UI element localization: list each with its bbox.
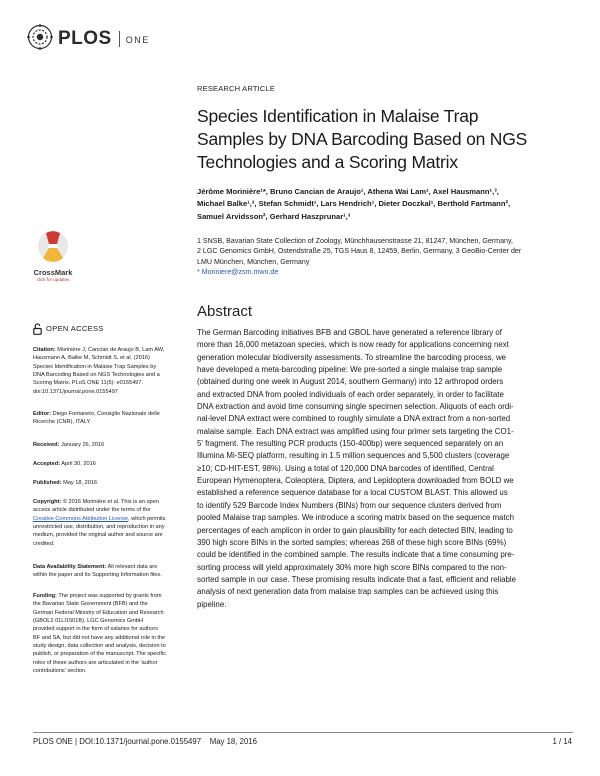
copyright-text: unrestricted use, distribution, and reproduction in any — [33, 524, 165, 531]
funding-text: The project was supported by grants from — [56, 593, 162, 599]
citation-block — [33, 346, 177, 396]
copyright-text: © 2016 Morinière et al. This is an open — [61, 499, 159, 505]
abstract-line: generation molecular biodiversity assessments. To streamline the barcoding process, we — [197, 352, 507, 362]
abstract-line: analysis of next generation data from malaise trap samples can be achieved using this — [197, 587, 499, 597]
footer-citation: PLOS ONE | DOI:10.1371/journal.pone.0155497 May 18, 2016 — [33, 737, 257, 746]
published-label: Published: — [33, 480, 62, 486]
data-availability-block — [33, 563, 177, 580]
crossmark-label: CrossMark — [33, 268, 73, 277]
cc-license-link[interactable]: Creative Commons Attribution License — [33, 515, 129, 522]
funding-text: the Bavarian State Government (BFB) and the — [33, 601, 148, 608]
abstract-line: 390 high score BINs in the sorted samples; whereas 268 of these high score BINs (69%) — [197, 537, 507, 547]
data-availability-text: within the paper and its Supporting Information files. — [33, 572, 162, 579]
accepted-block — [33, 460, 177, 468]
abstract-line: nal-level DNA extract were combined to roughly simulate a DNA extract from a non-sorted — [197, 414, 511, 424]
citation-text: doi:10.1371/journal.pone.0155497 — [33, 388, 118, 395]
abstract-line: pooled Malaise trap samples. We introduce a scoring matrix based on the sequence match — [197, 513, 514, 523]
abstract-line: pipeline. — [197, 599, 227, 609]
copyright-block — [33, 498, 177, 548]
abstract-line: 5' fragment. The resulting PCR products (150-400bp) were sequenced separately on an — [197, 439, 504, 449]
abstract-heading: Abstract — [197, 303, 253, 320]
published-date: May 18, 2016 — [61, 480, 98, 486]
plos-one-logo[interactable] — [27, 26, 150, 52]
abstract-line: (obtained during one week in August 2014, southern Germany) into 12 arthropod orders — [197, 377, 504, 387]
received-date: January 26, 2016 — [59, 442, 105, 448]
article-type: RESEARCH ARTICLE — [197, 84, 276, 93]
title-line: Technologies and a Scoring Matrix — [197, 152, 458, 172]
abstract-line: and extracted DNA from pooled individuals of each order separately, in order to facilitate — [197, 389, 504, 399]
abstract-line: sorting process will yield approximately 30% more high score BINs compared to the non- — [197, 562, 507, 572]
citation-text: Morinière J, Cancian de Araujo B, Lam AW, — [55, 347, 165, 353]
article-title — [197, 105, 575, 174]
copyright-label: Copyright: — [33, 499, 62, 505]
abstract-line: ≥10; CD-HIT-EST, 98%). Using a total of 120,000 DNA barcodes of identified, Central — [197, 463, 494, 473]
editor-text: Ricerche (CNR), ITALY — [33, 419, 91, 426]
abstract-line: sorted sample in our case. These promising results indicate that a fast, efficient and reliable — [197, 574, 517, 584]
abstract-line: European Hymenoptera, Coleoptera, Diptera, and Lepidoptera downloaded from BOLD we — [197, 476, 514, 486]
corresponding-email-link[interactable]: * Moriniere@zsm.mwn.de — [197, 268, 279, 276]
affiliation-line: 2 LGC Genomics GmbH, Ostendstraße 25, TGS Haus 8, 12459, Berlin, Germany, 3 GeoBio-Center der — [197, 247, 522, 256]
author-line: Jérôme Morinière¹*, Bruno Cancian de Araujo¹, Athena Wai Lam¹, Axel Hausmann¹,³, — [197, 187, 499, 196]
abstract-line: more than 16,000 metazoan species, which is now ready for applications concerning next — [197, 340, 509, 350]
author-line: Samuel Arvidsson², Gerhard Haszprunar¹,³ — [197, 211, 351, 221]
abstract-body — [197, 327, 575, 611]
editor-label: Editor: — [33, 411, 52, 417]
title-line: Species Identification in Malaise Trap — [197, 106, 479, 126]
page-number: 1 / 14 — [552, 737, 572, 746]
author-list — [197, 186, 575, 223]
data-availability-label: Data Availability Statement: — [33, 564, 107, 570]
affiliations — [197, 236, 575, 267]
logo-divider — [119, 31, 120, 47]
received-label: Received: — [33, 442, 60, 448]
funding-text: contributions' section. — [33, 668, 87, 675]
funding-label: Funding: — [33, 593, 57, 599]
editor-block — [33, 410, 177, 427]
funding-text: (GBOL2 01LI1501B). LGC Genomics GmbH — [33, 618, 144, 625]
title-line: Samples by DNA Barcoding Based on NGS — [197, 129, 528, 149]
copyright-text: medium, provided the original author and source are — [33, 532, 163, 539]
published-block — [33, 479, 177, 487]
citation-text: Hausmann A, Balke M, Schmidt S, et al. (2016) — [33, 355, 150, 362]
funding-text: BF and SA, but did not have any additional role in the — [33, 634, 166, 641]
funding-text: publish, or preparation of the manuscript. The specific — [33, 651, 166, 658]
abstract-line: The German Barcoding initiatives BFB and GBOL have generated a reference library of — [197, 328, 502, 337]
abstract-line: DNA extraction and avoid time consuming single specimen selection. Aliquots of each ordi- — [197, 402, 514, 412]
logo-journal-text: ONE — [125, 34, 150, 45]
funding-text: study design, data collection and analysis, decision to — [33, 643, 166, 650]
abstract-line: percentages of each amplicon in order to gain plausibility for each detected BIN, leading to — [197, 525, 513, 535]
abstract-line: could be identified in the combined sample. The results indicate that a time consuming pre- — [197, 550, 515, 560]
citation-text: Scoring Matrix. PLoS ONE 11(5): e0155497. — [33, 380, 143, 387]
copyright-text: access article distributed under the terms of the — [33, 507, 151, 514]
accepted-label: Accepted: — [33, 461, 61, 467]
citation-text: DNA Barcoding Based on NGS Technologies and a — [33, 372, 160, 379]
plos-logo-icon — [27, 24, 53, 55]
copyright-text: , which permits — [128, 515, 166, 522]
abstract-line: to identify 529 Barcode Index Numbers (BINs) from our sequence clusters derived from — [197, 500, 502, 510]
funding-block — [33, 592, 177, 675]
affiliation-line: 1 SNSB, Bavarian State Collection of Zoology, Münchhausenstrasse 21, 81247, München, Germany, — [197, 237, 513, 245]
citation-text: Species Identification in Malaise Trap Samples by — [33, 363, 157, 370]
abstract-line: malaise sample. Each DNA extract was amplified using four primer sets targeting the CO1- — [197, 426, 514, 436]
accepted-date: April 30, 2016 — [60, 461, 96, 467]
funding-text: roles of these authors are articulated in the 'author — [33, 659, 158, 666]
funding-text: provided support in the form of salaries for authors — [33, 626, 158, 633]
author-line: Michael Balke¹,³, Stefan Schmidt¹, Lars Hendrich¹, Dieter Doczkal¹, Berthold Fartmann², — [197, 199, 511, 209]
logo-plos-text: PLOS — [58, 28, 112, 49]
citation-label: Citation: — [33, 347, 56, 353]
abstract-line: have developed a meta-barcoding pipeline: We pre-sorted a single malaise trap sample — [197, 365, 503, 375]
data-availability-text: All relevant data are — [106, 564, 158, 570]
footer-divider — [33, 732, 573, 733]
abstract-line: established a reference sequence database for a local CUSTOM BLAST. This allowed us — [197, 488, 508, 498]
crossmark-icon — [36, 250, 70, 267]
abstract-line: Illumina Mi-SEQ platform, resulting in 1.5 million sequences and 5,500 clusters (coverage — [197, 451, 510, 461]
crossmark-sublabel: click for updates — [36, 277, 70, 282]
received-block — [33, 441, 177, 449]
open-access-badge — [33, 323, 177, 335]
copyright-text: credited. — [33, 540, 55, 547]
crossmark-badge[interactable] — [33, 229, 73, 282]
open-lock-icon — [33, 323, 42, 335]
editor-text: Diego Fontaneto, Consiglio Nazionale delle — [51, 411, 160, 417]
open-access-label: OPEN ACCESS — [46, 323, 104, 333]
affiliation-line: LMU München, München, Germany — [197, 257, 310, 266]
funding-text: German Federal Ministry of Education and Research — [33, 609, 164, 616]
